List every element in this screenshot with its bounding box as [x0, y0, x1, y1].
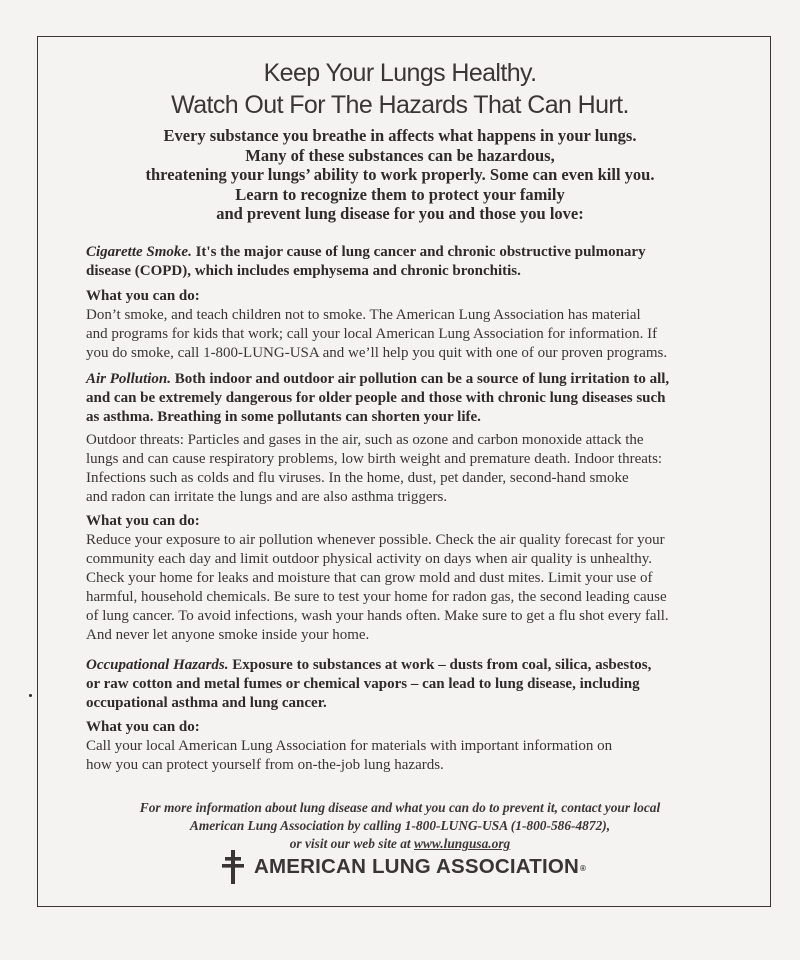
occupational-line: Call your local American Lung Association for materials with important information on: [86, 738, 613, 754]
website-link[interactable]: www.lungusa.org: [413, 836, 511, 852]
occupational-lead-text: Exposure to substances at work – dusts from coal, silica, asbestos,: [228, 657, 652, 673]
cigarette-line: Don’t smoke, and teach children not to smoke. The American Lung Association has material: [86, 307, 641, 323]
air-threat-line: and radon can irritate the lungs and are also asthma triggers.: [86, 489, 448, 505]
occupational-line: how you can protect yourself from on-the-job lung hazards.: [86, 757, 444, 773]
air-line: of lung cancer. To avoid infections, wash your hands often. Make sure to get a flu shot every fall.: [86, 608, 669, 624]
air-lead-text: Both indoor and outdoor air pollution can be a source of lung irritation to all,: [171, 371, 670, 387]
air-lead-line2: and can be extremely dangerous for older people and those with chronic lung diseases such: [86, 390, 666, 406]
double-barred-cross-icon: [222, 850, 244, 884]
air-line: Check your home for leaks and moisture that can grow mold and dust mites. Limit your use of: [86, 570, 653, 586]
occupational-lead: [86, 656, 726, 713]
cigarette-lead-text: It's the major cause of lung cancer and chronic obstructive pulmonary: [191, 244, 646, 260]
occupational-lead-title: Occupational Hazards.: [86, 657, 229, 673]
intro-line: Every substance you breathe in affects what happens in your lungs.: [163, 126, 637, 145]
air-threat-line: Infections such as colds and flu viruses. In the home, dust, pet dander, second-hand smoke: [86, 470, 629, 486]
cigarette-line: and programs for kids that work; call your local American Lung Association for information. If: [86, 326, 658, 342]
cigarette-lead: [86, 243, 726, 281]
footer-line-2: American Lung Association by calling 1-800-LUNG-USA (1-800-586-4872),: [189, 818, 611, 834]
air-threat-line: lungs and can cause respiratory problems, low birth weight and premature death. Indoor threats:: [86, 451, 663, 467]
intro-line: Many of these substances can be hazardous,: [245, 145, 555, 165]
air-threats: [86, 431, 726, 507]
stray-dot: [29, 694, 32, 697]
footer-line-3: or visit our web site at: [289, 836, 414, 852]
footer-line-1: For more information about lung disease and what you can do to prevent it, contact your local: [139, 800, 661, 815]
intro-paragraph: [0, 126, 800, 224]
air-threat-line: Outdoor threats: Particles and gases in the air, such as ozone and carbon monoxide attack the: [86, 432, 644, 448]
cigarette-lead-title: Cigarette Smoke.: [86, 244, 192, 260]
intro-line: and prevent lung disease for you and those you love:: [216, 204, 584, 224]
occupational-lead-line3: occupational asthma and lung cancer.: [86, 695, 327, 711]
air-line: harmful, household chemicals. Be sure to test your home for radon gas, the second leading cause: [86, 589, 667, 605]
air-line: Reduce your exposure to air pollution whenever possible. Check the air quality forecast for your: [86, 532, 665, 548]
cigarette-lead-line2: disease (COPD), which includes emphysema and chronic bronchitis.: [86, 263, 521, 279]
ala-logo: [222, 850, 586, 884]
air-lead-title: Air Pollution.: [86, 371, 172, 387]
cigarette-actions: [86, 287, 726, 363]
air-line: community each day and limit outdoor physical activity on days when air quality is unhealthy.: [86, 551, 652, 567]
occupational-actions: [86, 718, 726, 775]
footer-contact: [0, 799, 800, 854]
air-actions: [86, 512, 726, 645]
occupational-lead-line2: or raw cotton and metal fumes or chemical vapors – can lead to lung disease, including: [86, 676, 640, 692]
air-lead: [86, 370, 726, 427]
intro-line: threatening your lungs’ ability to work properly. Some can even kill you.: [145, 165, 655, 185]
logo-name: AMERICAN LUNG ASSOCIATION: [254, 855, 580, 878]
title-line-1: Keep Your Lungs Healthy.: [263, 59, 537, 87]
cigarette-line: you do smoke, call 1-800-LUNG-USA and we’ll help you quit with one of our proven programs.: [86, 345, 668, 361]
air-line: And never let anyone smoke inside your home.: [86, 627, 370, 643]
logo-text: [254, 855, 586, 879]
cigarette-heading: What you can do:: [86, 288, 200, 304]
intro-line: Learn to recognize them to protect your family: [235, 184, 565, 204]
occupational-heading: What you can do:: [86, 719, 200, 735]
registered-mark: ®: [580, 864, 587, 873]
title-line-2: Watch Out For The Hazards That Can Hurt.: [171, 91, 629, 119]
air-heading: What you can do:: [86, 513, 200, 529]
air-lead-line3: as asthma. Breathing in some pollutants can shorten your life.: [86, 409, 481, 425]
